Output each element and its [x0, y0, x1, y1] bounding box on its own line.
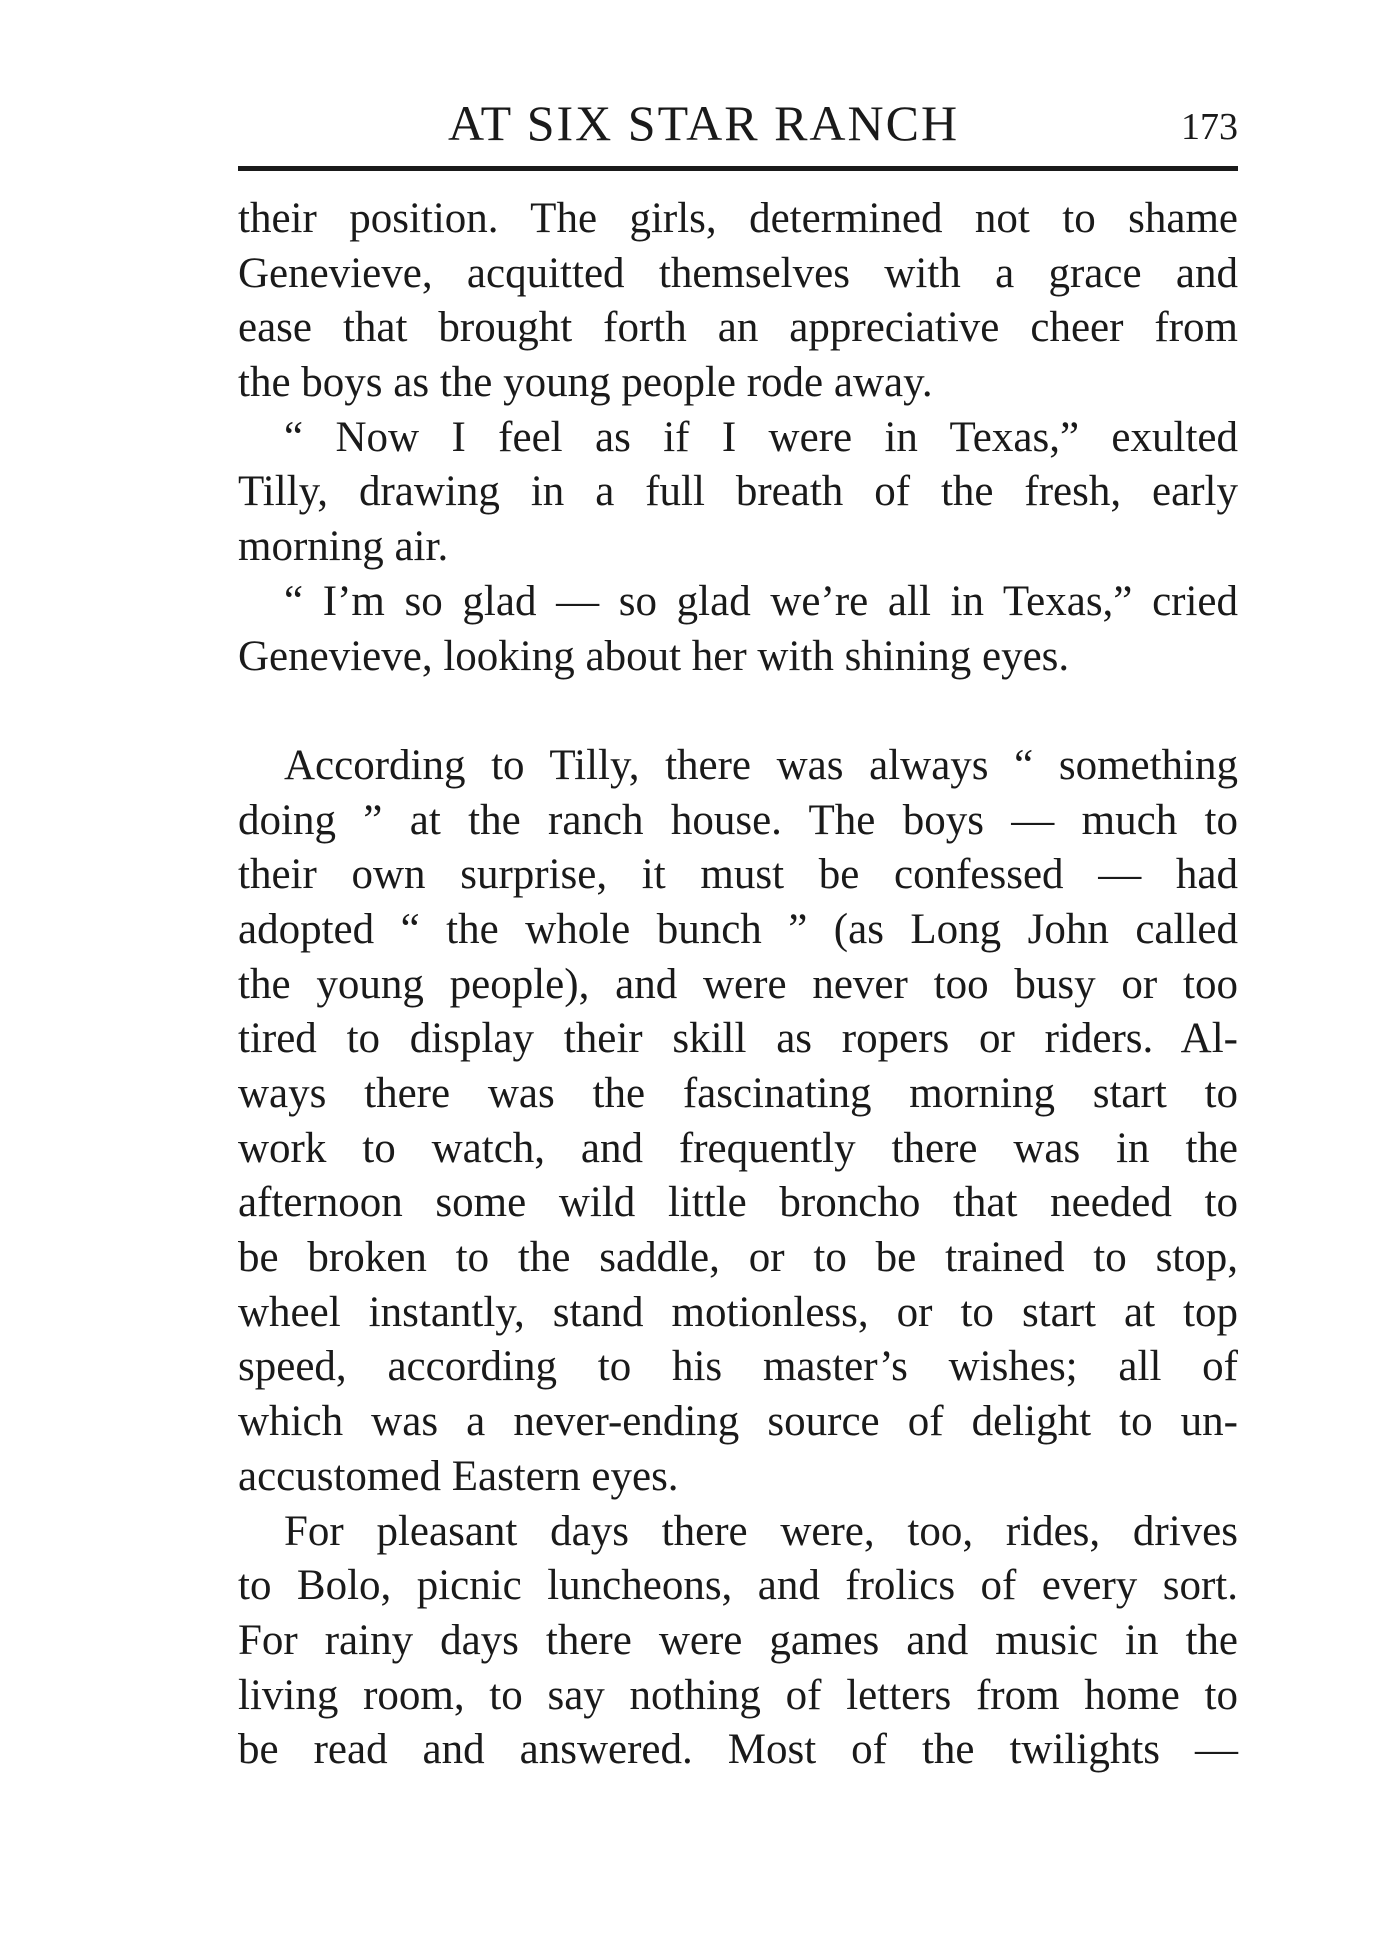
text-line: to Bolo, picnic luncheons, and frolics of every sort.: [238, 1562, 1238, 1610]
text-line: wheel instantly, stand motionless, or to start at top: [238, 1288, 1238, 1336]
text-line: Genevieve, acquitted themselves with a grace and: [238, 249, 1238, 297]
text-line: their own surprise, it must be confessed — had: [238, 851, 1238, 899]
text-line: Genevieve, looking about her with shining eyes.: [238, 632, 1070, 680]
text-line: be broken to the saddle, or to be trained to stop,: [238, 1234, 1238, 1282]
header-rule: [238, 166, 1238, 171]
text-line: the young people), and were never too busy or too: [238, 960, 1238, 1008]
text-line: work to watch, and frequently there was in the: [238, 1124, 1238, 1172]
text-line: According to Tilly, there was always “ something: [284, 741, 1238, 789]
text-line: living room, to say nothing of letters from home to: [238, 1671, 1238, 1719]
text-line: ways there was the fascinating morning start to: [238, 1070, 1238, 1117]
text-line: doing ” at the ranch house. The boys — much to: [238, 796, 1238, 844]
text-line: be read and answered. Most of the twilights —: [238, 1726, 1238, 1774]
text-line: For rainy days there were games and music in the: [238, 1616, 1238, 1664]
text-line: accustomed Eastern eyes.: [238, 1452, 679, 1500]
text-line: tired to display their skill as ropers or riders. Al-: [238, 1015, 1238, 1063]
text-line: For pleasant days there were, too, rides, drives: [284, 1507, 1238, 1555]
text-line: morning air.: [238, 523, 449, 571]
text-line: speed, according to his master’s wishes; all of: [238, 1343, 1238, 1391]
text-line: “ Now I feel as if I were in Texas,” exulted: [284, 413, 1238, 461]
running-head: [238, 88, 1238, 158]
text-line: adopted “ the whole bunch ” (as Long John called: [238, 905, 1238, 953]
text-line: the boys as the young people rode away.: [238, 359, 933, 407]
running-title: AT SIX STAR RANCH: [448, 95, 960, 151]
text-line: afternoon some wild little broncho that needed to: [238, 1179, 1238, 1227]
body-text: [238, 192, 1238, 1778]
text-line: “ I’m so glad — so glad we’re all in Texas,” cried: [284, 577, 1238, 625]
text-line: their position. The girls, determined not to shame: [238, 195, 1238, 242]
page-number: 173: [1181, 106, 1238, 148]
section-break: [238, 684, 1238, 739]
text-line: ease that brought forth an appreciative cheer from: [238, 304, 1238, 352]
text-line: which was a never-ending source of delight to un-: [238, 1398, 1238, 1446]
text-line: Tilly, drawing in a full breath of the fresh, early: [238, 468, 1238, 516]
